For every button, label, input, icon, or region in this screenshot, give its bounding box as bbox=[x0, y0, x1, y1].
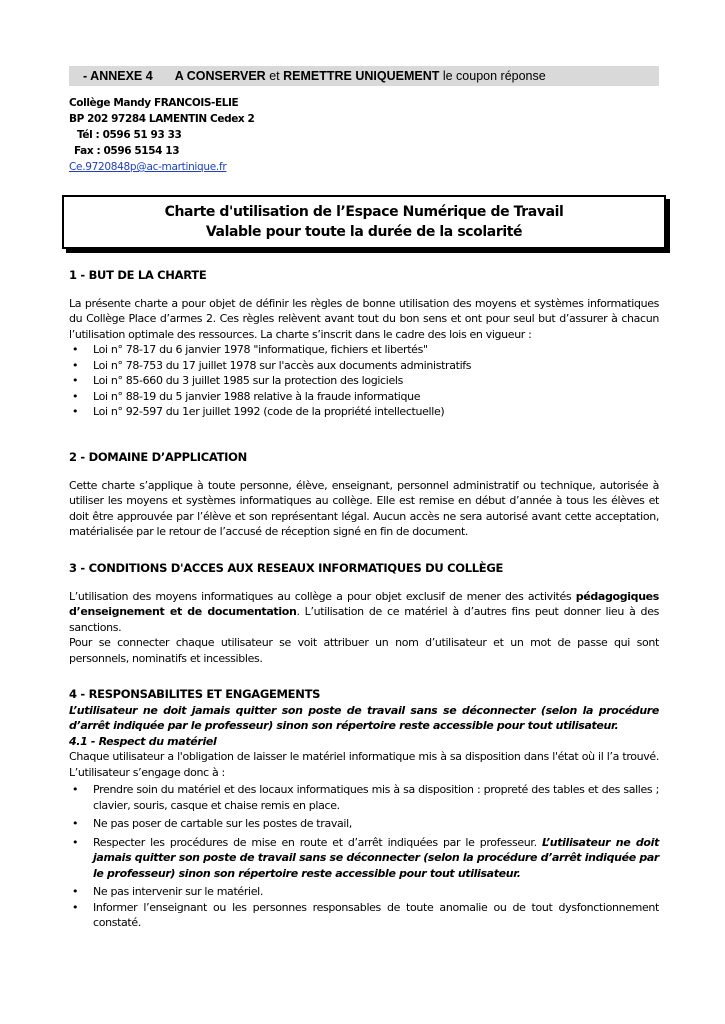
section-1 bbox=[69, 268, 659, 420]
section-3-heading: 3 - CONDITIONS D'ACCES AUX RESEAUX INFORMATIQUES DU COLLÈGE bbox=[69, 561, 504, 575]
section-3-bold-text: pédagogiques d’enseignement et de documentation bbox=[69, 589, 659, 618]
section-4-1-paragraph: Chaque utilisateur a l'obligation de laisser le matériel informatique mis à sa disposition dans l'état où il l’a trouvé. L’utilisateur s’engage donc à : bbox=[69, 750, 659, 779]
law-item: • Loi n° 78-753 du 17 juillet 1978 sur l'accès aux documents administratifs bbox=[69, 358, 659, 374]
commitment-item: • Ne pas intervenir sur le matériel. bbox=[69, 884, 659, 900]
commitment-item: • Prendre soin du matériel et des locaux informatiques mis à sa disposition : propreté des tables et des salles ; clavier, souris, casque et chaise remis en place. bbox=[69, 782, 659, 813]
section-2 bbox=[69, 450, 659, 540]
section-3-text-b: . L’utilisation de ce matériel à d’autres fins peut donner lieu à des sanctions. bbox=[69, 605, 659, 634]
annexe-conserver: A CONSERVER bbox=[174, 69, 266, 83]
laws-list bbox=[69, 342, 659, 420]
commitment-item: • Informer l’enseignant ou les personnes responsables de toute anomalie ou de tout dysfonctionnement constaté. bbox=[69, 900, 659, 931]
law-item: • Loi n° 85-660 du 3 juillet 1985 sur la protection des logiciels bbox=[69, 373, 659, 389]
commitment-item bbox=[69, 835, 659, 882]
school-name: Collège Mandy FRANCOIS-ELIE bbox=[69, 97, 239, 109]
annexe-et: et bbox=[269, 69, 280, 83]
section-3-paragraph-2: Pour se connecter chaque utilisateur se voit attribuer un nom d’utilisateur et un mot de passe qui sont personnels, nominatifs et incessibles. bbox=[69, 636, 659, 665]
annexe-banner bbox=[69, 66, 659, 86]
section-4-1-heading: 4.1 - Respect du matériel bbox=[69, 734, 217, 748]
section-3-paragraph-1 bbox=[69, 589, 659, 636]
charter-title-box bbox=[62, 195, 666, 249]
section-4-warning: L’utilisateur ne doit jamais quitter son poste de travail sans se déconnecter (selon la procédure d’arrêt indiquée par le professeur) sinon son répertoire reste accessible pour tout utilisateur. bbox=[69, 703, 659, 732]
annexe-label: - ANNEXE 4 bbox=[83, 69, 153, 83]
section-3-text-a: L’utilisation des moyens informatiques au collège a pour objet exclusif de mener des activités bbox=[69, 589, 572, 603]
section-4 bbox=[69, 687, 659, 931]
section-2-paragraph: Cette charte s’applique à toute personne, élève, enseignant, personnel administratif ou technique, autorisée à utiliser les moyens et systèmes informatiques au collège. Elle est remise en début d’année à tous les élèves et doit être approuvée par l’élève et son représentant légal. Aucun accès ne sera autorisé avant cette acceptation, matérialisée par le retour de l’accusé de réception signé en fin de document. bbox=[69, 478, 659, 538]
section-2-heading: 2 - DOMAINE D’APPLICATION bbox=[69, 450, 247, 464]
section-3 bbox=[69, 561, 659, 666]
school-phone: Tél : 0596 51 93 33 bbox=[77, 129, 182, 141]
school-postal-address: BP 202 97284 LAMENTIN Cedex 2 bbox=[69, 113, 255, 125]
school-email-link[interactable]: Ce.9720848p@ac-martinique.fr bbox=[69, 161, 227, 173]
charter-title-line1: Charte d'utilisation de l’Espace Numérique de Travail bbox=[164, 204, 564, 220]
annexe-remettre: REMETTRE UNIQUEMENT bbox=[283, 69, 440, 83]
section-1-paragraph: La présente charte a pour objet de définir les règles de bonne utilisation des moyens et systèmes informatiques du Collège Place d’armes 2. Ces règles relèvent avant tout du bon sens et ont pour seul but d’assurer à chacun l’utilisation optimale des ressources. La charte s’inscrit dans le cadre des lois en vigueur : bbox=[69, 296, 659, 341]
law-item: • Loi n° 92-597 du 1er juillet 1992 (code de la propriété intellectuelle) bbox=[69, 404, 659, 420]
commitment-item-text: Respecter les procédures de mise en route et d’arrêt indiquées par le professeur. bbox=[93, 835, 537, 849]
commitments-list bbox=[69, 782, 659, 931]
commitment-item-warning: L’utilisateur ne doit jamais quitter son poste de travail sans se déconnecter (selon la procédure d’arrêt indiquée par le professeur) sinon son répertoire reste accessible pour tout utilisateur. bbox=[93, 835, 659, 880]
school-address-block bbox=[69, 95, 254, 175]
law-item: • Loi n° 88-19 du 5 janvier 1988 relative à la fraude informatique bbox=[69, 389, 659, 405]
section-1-heading: 1 - BUT DE LA CHARTE bbox=[69, 268, 207, 282]
commitment-item: • Ne pas poser de cartable sur les postes de travail, bbox=[69, 816, 659, 832]
school-fax: Fax : 0596 5154 13 bbox=[74, 145, 180, 157]
section-4-heading: 4 - RESPONSABILITES ET ENGAGEMENTS bbox=[69, 687, 321, 701]
law-item: • Loi n° 78-17 du 6 janvier 1978 "informatique, fichiers et libertés" bbox=[69, 342, 659, 358]
charter-title-line2: Valable pour toute la durée de la scolarité bbox=[205, 224, 523, 240]
annexe-coupon: le coupon réponse bbox=[442, 69, 546, 83]
